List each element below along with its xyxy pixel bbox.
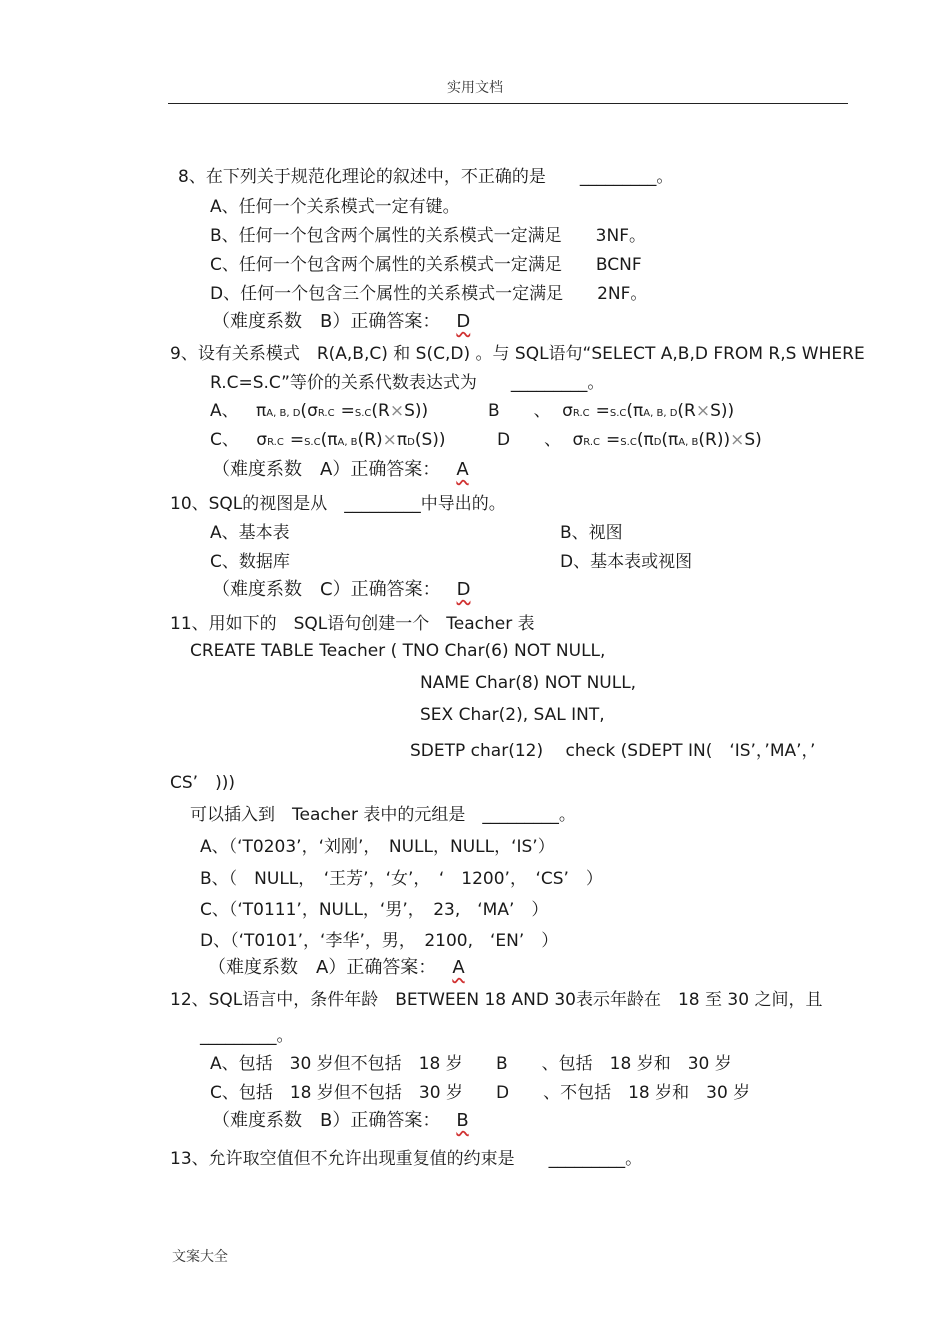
q10-option-d: D、基本表或视图 — [560, 552, 693, 572]
subscript-ab: A, B — [678, 437, 699, 448]
q8-answer: D — [456, 311, 471, 332]
subscript-sc: S.C — [304, 437, 321, 448]
paren: ( — [677, 401, 685, 421]
q8-difficulty — [212, 307, 470, 333]
subscript-d: D — [653, 437, 662, 448]
paren: ) — [755, 430, 762, 450]
pi-symbol: π — [668, 430, 679, 450]
q10-difficulty — [212, 575, 470, 601]
q9-difficulty-label: （难度系数 A）正确答案： — [212, 459, 441, 480]
q9-option-b — [488, 396, 734, 421]
rel-s: S — [744, 430, 756, 450]
header-rule — [168, 103, 848, 104]
q9-option-d — [497, 425, 762, 450]
rel-s: S — [404, 401, 415, 421]
paren: ( — [626, 401, 634, 421]
paren: ) — [720, 401, 728, 421]
q10-option-b: B、视图 — [560, 523, 623, 543]
q11-option-a: A、（‘T0203’，‘刘刚’， NULL，NULL，‘IS’） — [200, 837, 555, 857]
q11-code-line2: NAME Char(8) NOT NULL, — [420, 673, 637, 693]
subscript-sc: S.C — [354, 408, 372, 419]
paren: ) — [414, 401, 422, 421]
q12-option-c: C、包括 18 岁但不包括 30 岁 — [210, 1083, 463, 1103]
eq-sign: = — [289, 430, 305, 450]
subscript-sc: S.C — [620, 437, 637, 448]
sigma-symbol: σ — [562, 401, 573, 421]
subscript-rc: R.C — [583, 437, 601, 448]
paren: ) — [727, 401, 735, 421]
paren: ) — [376, 430, 383, 450]
cross-symbol: × — [695, 401, 711, 421]
q12-option-d: D 、不包括 18 岁和 30 岁 — [496, 1083, 751, 1103]
page-header: 实用文档 — [447, 80, 503, 96]
paren: ( — [300, 401, 308, 421]
paren: ( — [698, 430, 705, 450]
pi-symbol: π — [643, 430, 654, 450]
rel-r: R — [684, 401, 696, 421]
q11-code-line5: CS’ ))) — [170, 773, 235, 793]
q12-stem-line1: 12、SQL语言中，条件年龄 BETWEEN 18 AND 30表示年龄在 18 至 30 之间，且 — [170, 990, 823, 1010]
paren: ) — [723, 430, 731, 450]
q11-option-b: B、（ NULL， ‘王芳’，‘女’， ‘ 1200’， ‘CS’ ） — [200, 869, 603, 889]
q10-difficulty-label: （难度系数 C）正确答案： — [212, 579, 441, 600]
cross-symbol: × — [389, 401, 405, 421]
subscript-abd: A, B, D — [266, 408, 301, 419]
subscript-abd: A, B, D — [643, 408, 678, 419]
paren: ) — [438, 430, 446, 450]
q11-code-line1: CREATE TABLE Teacher ( TNO Char(6) NOT NULL, — [190, 641, 606, 661]
paren: ) — [421, 401, 429, 421]
q13-stem: 13、允许取空值但不允许出现重复值的约束是 _________。 — [170, 1149, 643, 1169]
q12-difficulty-label: （难度系数 B）正确答案： — [212, 1110, 441, 1131]
cross-symbol: × — [382, 430, 397, 450]
pi-symbol: π — [633, 401, 644, 421]
q10-stem: 10、SQL的视图是从 _________中导出的。 — [170, 494, 506, 514]
rel-r: R — [705, 430, 717, 450]
subscript-sc: S.C — [609, 408, 627, 419]
q12-stem-line2: _________。 — [200, 1026, 294, 1046]
q10-option-c: C、数据库 — [210, 552, 290, 572]
rel-r: R — [378, 401, 390, 421]
cross-symbol: × — [730, 430, 745, 450]
q11-option-c: C、（‘T0111’，NULL，‘男’， 23, ‘MA’ ） — [200, 900, 549, 920]
q11-code-line3: SEX Char(2), SAL INT, — [420, 705, 605, 725]
subscript-d: D — [407, 437, 415, 448]
q8-option-b: B、任何一个包含两个属性的关系模式一定满足 3NF。 — [210, 226, 646, 246]
rel-s: S — [710, 401, 721, 421]
pi-symbol: π — [396, 430, 408, 450]
paren: ( — [357, 430, 365, 450]
eq-sign: = — [340, 401, 355, 421]
paren: ) — [432, 430, 439, 450]
pi-symbol: π — [327, 430, 338, 450]
q11-stem2: 可以插入到 Teacher 表中的元组是 _________。 — [190, 805, 576, 825]
q12-difficulty — [212, 1106, 469, 1132]
pi-symbol: π — [256, 401, 267, 421]
paren: ( — [661, 430, 669, 450]
eq-sign: = — [606, 430, 621, 450]
q12-option-a: A、包括 30 岁但不包括 18 岁 — [210, 1054, 463, 1074]
q11-difficulty-label: （难度系数 A）正确答案： — [208, 957, 437, 978]
q11-answer: A — [452, 957, 465, 978]
subscript-rc: R.C — [267, 437, 284, 448]
q8-option-d: D、任何一个包含三个属性的关系模式一定满足 2NF。 — [210, 284, 648, 304]
rel-r: R — [364, 430, 376, 450]
q11-stem: 11、用如下的 SQL语句创建一个 Teacher 表 — [170, 614, 535, 634]
q10-option-a: A、基本表 — [210, 523, 290, 543]
subscript-rc: R.C — [317, 408, 335, 419]
paren: ( — [414, 430, 422, 450]
eq-sign: = — [595, 401, 610, 421]
q12-option-b: B 、包括 18 岁和 30 岁 — [496, 1054, 732, 1074]
paren: ( — [636, 430, 644, 450]
q9-option-c — [210, 425, 446, 450]
q9-option-a — [210, 396, 428, 421]
sigma-symbol: σ — [307, 401, 318, 421]
q8-difficulty-label: （难度系数 B）正确答案： — [212, 311, 441, 332]
q9-stem-line2: R.C=S.C”等价的关系代数表达式为 _________。 — [210, 373, 605, 393]
q9-difficulty — [212, 455, 469, 481]
q11-code-line4: SDETP char(12) check (SDEPT IN( ‘IS’，’MA’，’ — [410, 741, 816, 761]
q10-answer: D — [456, 579, 471, 600]
q9-answer: A — [456, 459, 469, 480]
q11-option-d: D、（‘T0101’，‘李华’，男， 2100, ‘EN’ ） — [200, 931, 559, 951]
sigma-symbol: σ — [256, 430, 268, 450]
q9-c-label: C、 — [210, 430, 239, 450]
q9-stem-line1: 9、设有关系模式 R(A,B,C) 和 S(C,D) 。与 SQL语句“SELECT A,B,D FROM R,S WHERE — [170, 344, 865, 364]
paren: ) — [716, 430, 724, 450]
paren: ( — [371, 401, 379, 421]
q9-d-label: D 、 — [497, 430, 562, 450]
q8-option-a: A、任何一个关系模式一定有键。 — [210, 197, 460, 217]
paren: ( — [320, 430, 328, 450]
rel-s: S — [421, 430, 433, 450]
page-footer: 文案大全 — [172, 1249, 228, 1265]
q9-b-label: B 、 — [488, 401, 551, 421]
q12-answer: B — [456, 1110, 469, 1131]
q8-option-c: C、任何一个包含两个属性的关系模式一定满足 BCNF — [210, 255, 642, 275]
subscript-ab: A, B — [337, 437, 358, 448]
sigma-symbol: σ — [572, 430, 584, 450]
q11-difficulty — [208, 953, 465, 979]
subscript-rc: R.C — [572, 408, 590, 419]
q9-a-label: A、 — [210, 401, 239, 421]
q8-stem: 8、在下列关于规范化理论的叙述中，不正确的是 _________。 — [178, 167, 674, 187]
